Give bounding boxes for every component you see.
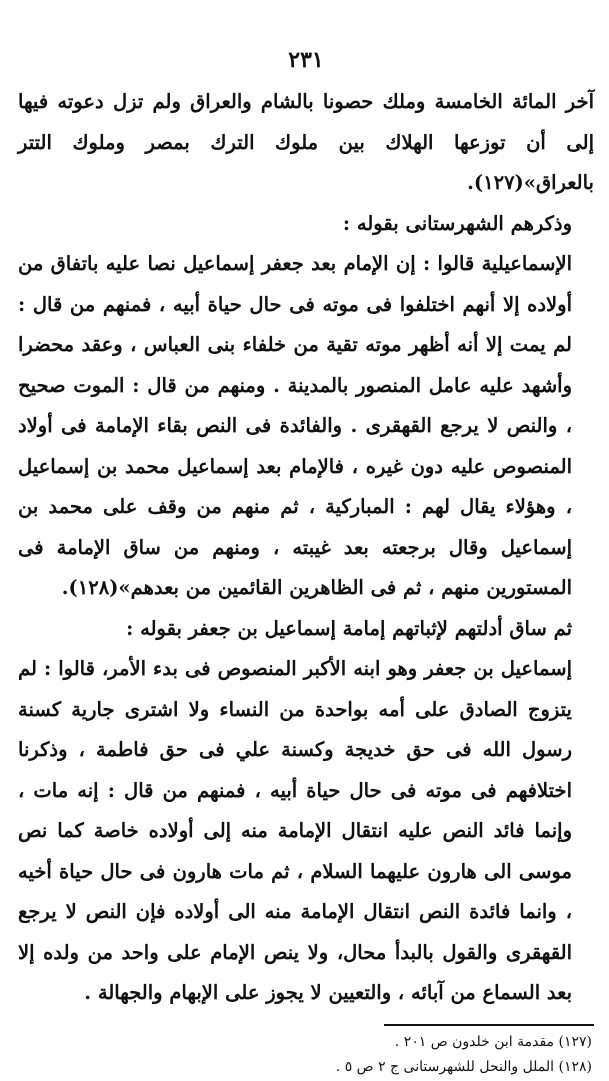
paragraph: الإسماعيلية قالوا : إن الإمام بعد جعفر إسماعيل نصا عليه باتفاق من أولاده إلا أنهم اختلفوا فى موته فى حال حياة أبيه ، فمنهم من قال : لم يمت إلا أنه أظهر موته تقية من خلفاء بنى العباس ، وعقد محضرا وأشهد عليه عامل المنصور بالمدينة . ومنهم من قال : الموت صحيح ، والنص لا يرجع القهقرى . والفائدة فى النص بقاء الإمامة فى أولاد المنصوص عليه دون غيره ، فالإمام بعد إسماعيل محمد بن إسماعيل ، وهؤلاء يقال لهم : المباركية ، ثم منهم من وقف على محمد بن إسماعيل وقال برجعته بعد غيبته ، ومنهم من ساق الإمامة فى المستورين منهم ، ثم فى الظاهرين القائمين من بعدهم»(١٢٨). [18,252,572,599]
footnote-separator-wrap [18,1024,594,1028]
paragraph: إسماعيل بن جعفر وهو ابنه الأكبر المنصوص فى بدء الأمر، قالوا : لم يتزوج الصادق على أمه بواحدة من النساء ولا اشترى جارية كسنة رسول الله فى حق خديجة وكسنة علي فى حق فاطمة ، وذكرنا اختلافهم فى موته فى حال حياة أبيه ، فمنهم من قال : إنه مات ، وإنما فائد النص عليه انتقال الإمامة منه إلى أولاده خاصة كما نص موسى الى هارون عليهما السلام ، ثم مات هارون فى حال حياة أخيه ، وانما فائدة النص انتقال الإمامة منه الى أولاده فإن النص لا يرجع القهقرى والقول بالبدأ محال، ولا ينص الإمام على واحد من ولده إلا بعد السماع من آبائه ، والتعيين لا يجوز على الإبهام والجهالة . [18,657,572,1004]
book-page [18,42,594,1080]
footnote-separator [384,1024,594,1026]
paragraph: ثم ساق أدلتهم لإثباتهم إمامة إسماعيل بن جعفر بقوله : [126,616,572,640]
page-number: ٢٣١ [288,47,324,73]
footnote: (١٢٧) مقدمة ابن خلدون ص ٢٠١ . [394,1033,592,1050]
paragraph: آخر المائة الخامسة وملك حصونا بالشام والعراق ولم تزل دعوته فيها إلى أن توزعها الهلاك بين ملوك الترك بمصر وملوك التتر بالعراق»(١٢٧). [18,90,594,194]
footnote: (١٢٨) الملل والنحل للشهرستانى ج ٢ ص ٥ . [335,1058,592,1075]
paragraph: وذكرهم الشهرستانى بقوله : [342,211,572,235]
body-text [18,82,594,1014]
footnotes [18,1030,594,1080]
